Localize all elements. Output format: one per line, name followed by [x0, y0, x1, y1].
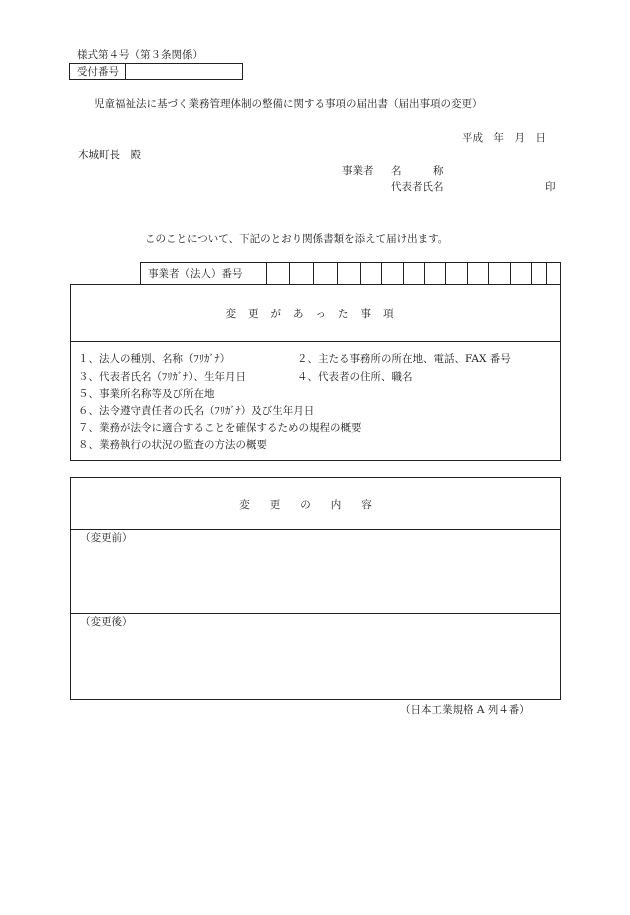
receipt-divider — [125, 64, 126, 79]
business-number-digit[interactable] — [490, 265, 508, 282]
document-title: 児童福祉法に基づく業務管理体制の整備に関する事項の届出書（届出事項の変更） — [94, 98, 483, 110]
section-divider — [71, 613, 560, 614]
business-number-digit[interactable] — [512, 265, 529, 282]
business-number-digit[interactable] — [291, 265, 311, 282]
representative-label: 代表者氏名 — [391, 181, 444, 193]
section-divider — [71, 341, 560, 342]
business-number-digit[interactable] — [383, 265, 401, 282]
section-divider — [71, 529, 560, 530]
after-field[interactable] — [80, 632, 550, 692]
business-number-row — [140, 262, 561, 285]
business-number-digit[interactable] — [469, 265, 486, 282]
business-number-digit[interactable] — [426, 265, 443, 282]
business-number-digit[interactable] — [315, 265, 335, 282]
cell-divider — [467, 263, 468, 284]
cell-divider — [546, 263, 547, 284]
addressee: 木城町長 殿 — [78, 149, 141, 161]
cell-divider — [381, 263, 382, 284]
intro-text: このことについて、下記のとおり関係書類を添えて届け出ます。 — [145, 233, 449, 245]
changed-item-1: １、法人の種別、名称（ﾌﾘｶﾞﾅ） — [78, 353, 231, 365]
name-field[interactable] — [464, 164, 554, 178]
cell-divider — [360, 263, 361, 284]
business-number-label: 事業者（法人）番号 — [148, 268, 243, 280]
business-number-digit[interactable] — [362, 265, 379, 282]
change-contents-header: 変更の内容 — [239, 499, 392, 511]
receipt-number-box — [69, 63, 243, 80]
applicant-label: 事業者 — [342, 165, 374, 177]
representative-field[interactable] — [464, 180, 534, 194]
changed-items-header: 変更があった事項 — [225, 308, 406, 320]
form-number: 様式第４号（第３条関係） — [77, 49, 203, 61]
cell-divider — [289, 263, 290, 284]
business-number-digit[interactable] — [339, 265, 358, 282]
changed-item-6: ６、法令遵守責任者の氏名（ﾌﾘｶﾞﾅ）及び生年月日 — [78, 405, 315, 417]
business-number-digit[interactable] — [447, 265, 465, 282]
receipt-label: 受付番号 — [77, 66, 119, 78]
paper-size-note: （日本工業規格 A 列４番） — [400, 704, 530, 716]
cell-divider — [266, 263, 267, 284]
changed-item-4: ４、代表者の住所、職名 — [297, 371, 413, 383]
before-label: （変更前） — [80, 532, 133, 544]
after-label: （変更後） — [80, 616, 133, 628]
cell-divider — [488, 263, 489, 284]
seal-mark: 印 — [545, 181, 556, 193]
business-number-digit[interactable] — [405, 265, 422, 282]
cell-divider — [424, 263, 425, 284]
business-number-digit[interactable] — [533, 265, 544, 282]
cell-divider — [445, 263, 446, 284]
changed-item-7: ７、業務が法令に適合することを確保するための規程の概要 — [78, 422, 362, 434]
cell-divider — [531, 263, 532, 284]
changed-item-2: ２、主たる事務所の所在地、電話、FAX 番号 — [297, 353, 511, 365]
date-line: 平成 年 月 日 — [462, 132, 546, 144]
changed-item-8: ８、業務執行の状況の監査の方法の概要 — [78, 439, 267, 451]
changed-item-5: ５、事業所名称等及び所在地 — [78, 388, 215, 400]
changed-items-section — [70, 284, 561, 461]
name-label: 名 称 — [391, 165, 444, 177]
changed-item-3: ３、代表者氏名（ﾌﾘｶﾞﾅ）、生年月日 — [78, 371, 246, 383]
cell-divider — [403, 263, 404, 284]
cell-divider — [337, 263, 338, 284]
cell-divider — [510, 263, 511, 284]
before-field[interactable] — [80, 548, 550, 608]
cell-divider — [313, 263, 314, 284]
change-contents-section — [70, 477, 561, 700]
receipt-number-field[interactable] — [130, 65, 240, 78]
business-number-digit[interactable] — [268, 265, 287, 282]
